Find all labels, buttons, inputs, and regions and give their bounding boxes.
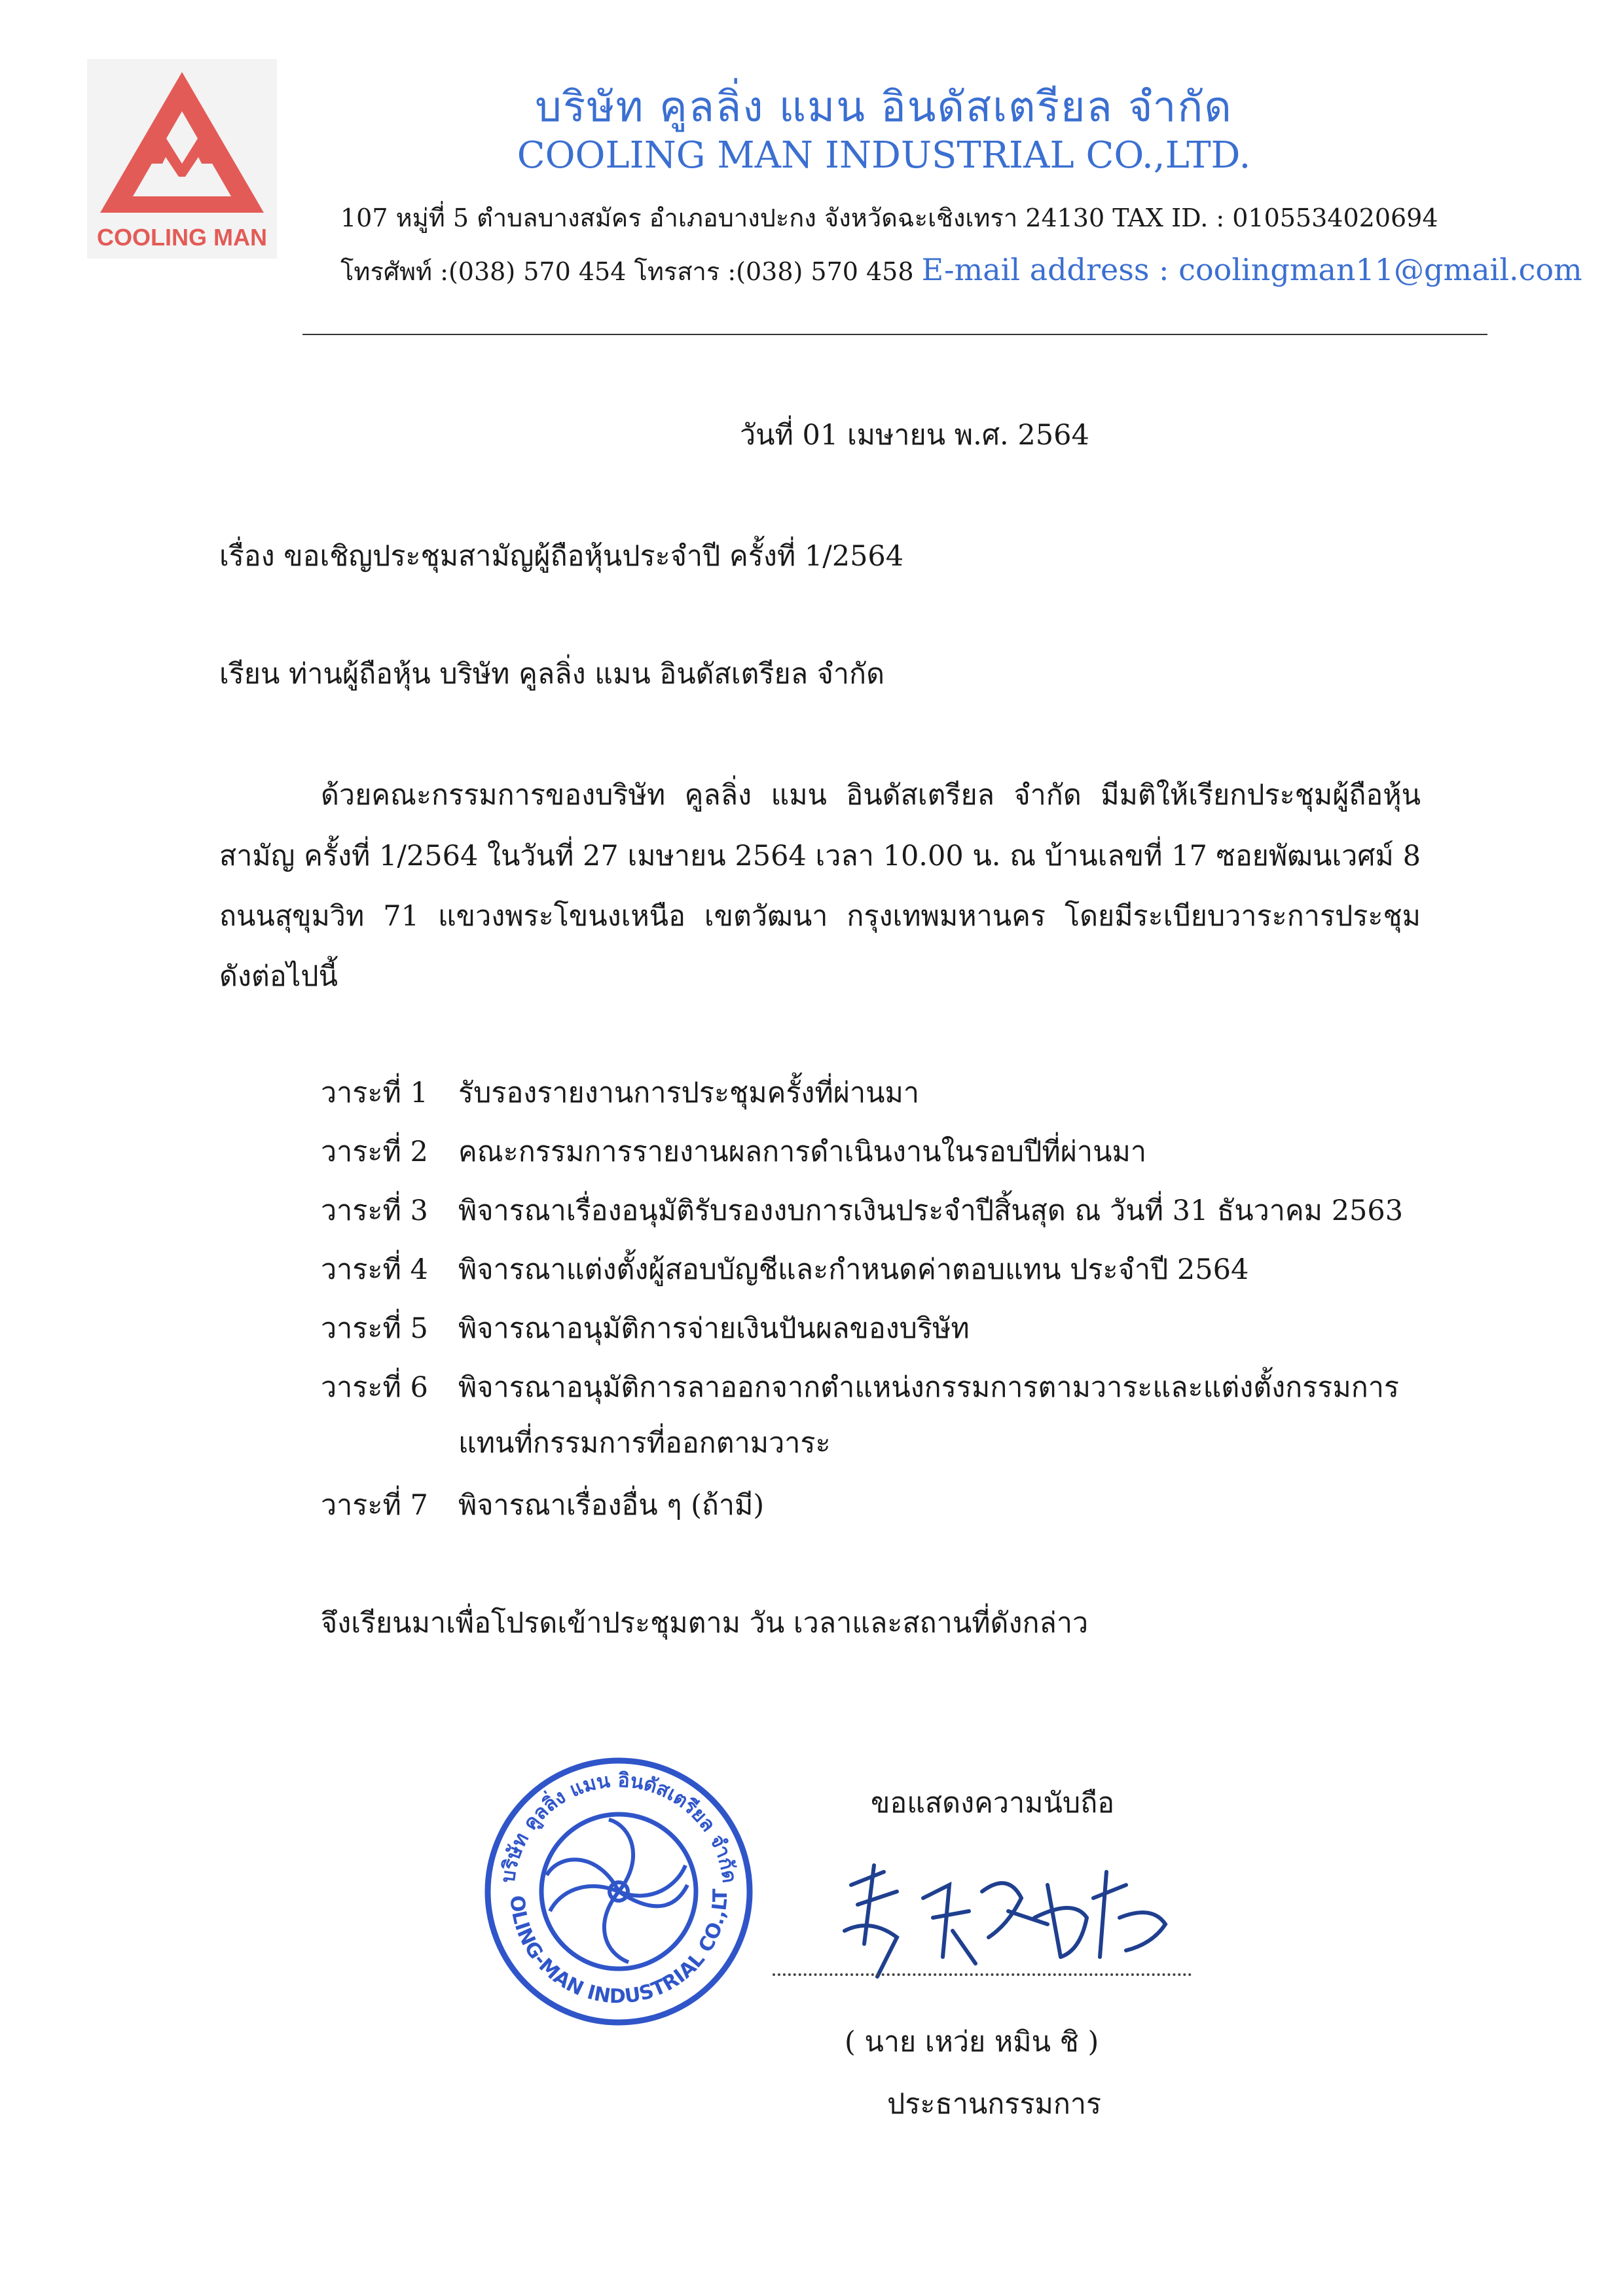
contact-line	[340, 251, 1582, 291]
email-address: E-mail address : coolingman11@gmail.com	[921, 252, 1582, 287]
agenda-item	[321, 1365, 1399, 1409]
phone-fax: โทรศัพท์ :(038) 570 454 โทรสาร :(038) 570 458	[340, 257, 922, 286]
body-line-2: สามัญ ครั้งที่ 1/2564 ในวันที่ 27 เมษายน 2564 เวลา 10.00 น. ณ บ้านเลขที่ 17 ซอยพัฒนเวศม์ 8	[219, 840, 1421, 872]
agenda-item	[321, 1247, 1249, 1291]
signer-title: ประธานกรรมการ	[887, 2088, 1102, 2121]
letter-date: วันที่ 01 เมษายน พ.ศ. 2564	[740, 419, 1089, 452]
logo-graphic	[87, 59, 277, 259]
agenda-item	[321, 1482, 764, 1527]
complimentary-close: ขอแสดงความนับถือ	[871, 1787, 1115, 1820]
seal-text-english: OLING-MAN INDUSTRIAL CO.,LT	[505, 1888, 733, 2009]
body-line-4: ดังต่อไปนี้	[219, 960, 338, 993]
company-name-english: COOLING MAN INDUSTRIAL CO.,LTD.	[517, 134, 1251, 177]
agenda-number: วาระที่ 3	[321, 1194, 428, 1227]
signer-name: ( นาย เหว่ย หมิน ชิ )	[845, 2026, 1099, 2058]
handwritten-signature	[812, 1846, 1198, 1990]
agenda-number: วาระที่ 7	[321, 1489, 428, 1522]
agenda-item	[321, 1306, 970, 1350]
agenda-number: วาระที่ 5	[321, 1312, 428, 1345]
body-line-3: ถนนสุขุมวิท 71 แขวงพระโขนงเหนือ เขตวัฒนา กรุงเทพมหานคร โดยมีระเบียบวาระการประชุม	[219, 900, 1421, 933]
agenda-item	[321, 1188, 1403, 1232]
agenda-item	[321, 1070, 919, 1115]
agenda-text: พิจารณาอนุมัติการจ่ายเงินปันผลของบริษัท	[458, 1312, 970, 1345]
agenda-number: วาระที่ 2	[321, 1136, 428, 1168]
body-line-1: ด้วยคณะกรรมการของบริษัท คูลลิ่ง แมน อินดัสเตรียล จำกัด มีมติให้เรียกประชุมผู้ถือหุ้น	[321, 779, 1421, 812]
signature-graphic	[812, 1846, 1198, 1990]
agenda-number: วาระที่ 4	[321, 1253, 428, 1286]
agenda-text: คณะกรรมการรายงานผลการดำเนินงานในรอบปีที่ผ่านมา	[458, 1136, 1146, 1168]
agenda-text: พิจารณาเรื่องอนุมัติรับรองงบการเงินประจำปีสิ้นสุด ณ วันที่ 31 ธันวาคม 2563	[458, 1194, 1404, 1227]
seal-text-thai: บริษัท คูลลิ่ง แมน อินดัสเตรียล จำกัด	[496, 1768, 741, 1884]
agenda-number: วาระที่ 6	[321, 1371, 428, 1404]
signature-line	[773, 1973, 1192, 1976]
company-name-thai: บริษัท คูลลิ่ง แมน อินดัสเตรียล จำกัด	[535, 83, 1233, 132]
agenda-text: พิจารณาเรื่องอื่น ๆ (ถ้ามี)	[458, 1489, 765, 1522]
header-divider	[302, 334, 1487, 335]
logo-wordmark: COOLING MAN	[97, 224, 267, 251]
seal-graphic	[481, 1754, 756, 2029]
company-seal	[481, 1754, 756, 2029]
letter-recipient: เรียน ท่านผู้ถือหุ้น บริษัท คูลลิ่ง แมน อินดัสเตรียล จำกัด	[219, 658, 885, 691]
letter-subject: เรื่อง ขอเชิญประชุมสามัญผู้ถือหุ้นประจำปี ครั้งที่ 1/2564	[219, 540, 904, 573]
agenda-text: รับรองรายงานการประชุมครั้งที่ผ่านมา	[458, 1077, 919, 1109]
company-logo	[87, 59, 277, 259]
agenda-number: วาระที่ 1	[321, 1077, 428, 1109]
company-address: 107 หมู่ที่ 5 ตำบลบางสมัคร อำเภอบางปะกง จังหวัดฉะเชิงเทรา 24130 TAX ID. : 0105534020694	[340, 204, 1438, 232]
agenda-item	[321, 1129, 1146, 1174]
agenda-text: พิจารณาแต่งตั้งผู้สอบบัญชีและกำหนดค่าตอบแทน ประจำปี 2564	[458, 1253, 1249, 1286]
agenda-item-continuation: แทนที่กรรมการที่ออกตามวาระ	[458, 1427, 831, 1460]
agenda-text: พิจารณาอนุมัติการลาออกจากตำแหน่งกรรมการตามวาระและแต่งตั้งกรรมการ	[458, 1371, 1399, 1404]
closing-sentence: จึงเรียนมาเพื่อโปรดเข้าประชุมตาม วัน เวลาและสถานที่ดังกล่าว	[321, 1607, 1089, 1640]
